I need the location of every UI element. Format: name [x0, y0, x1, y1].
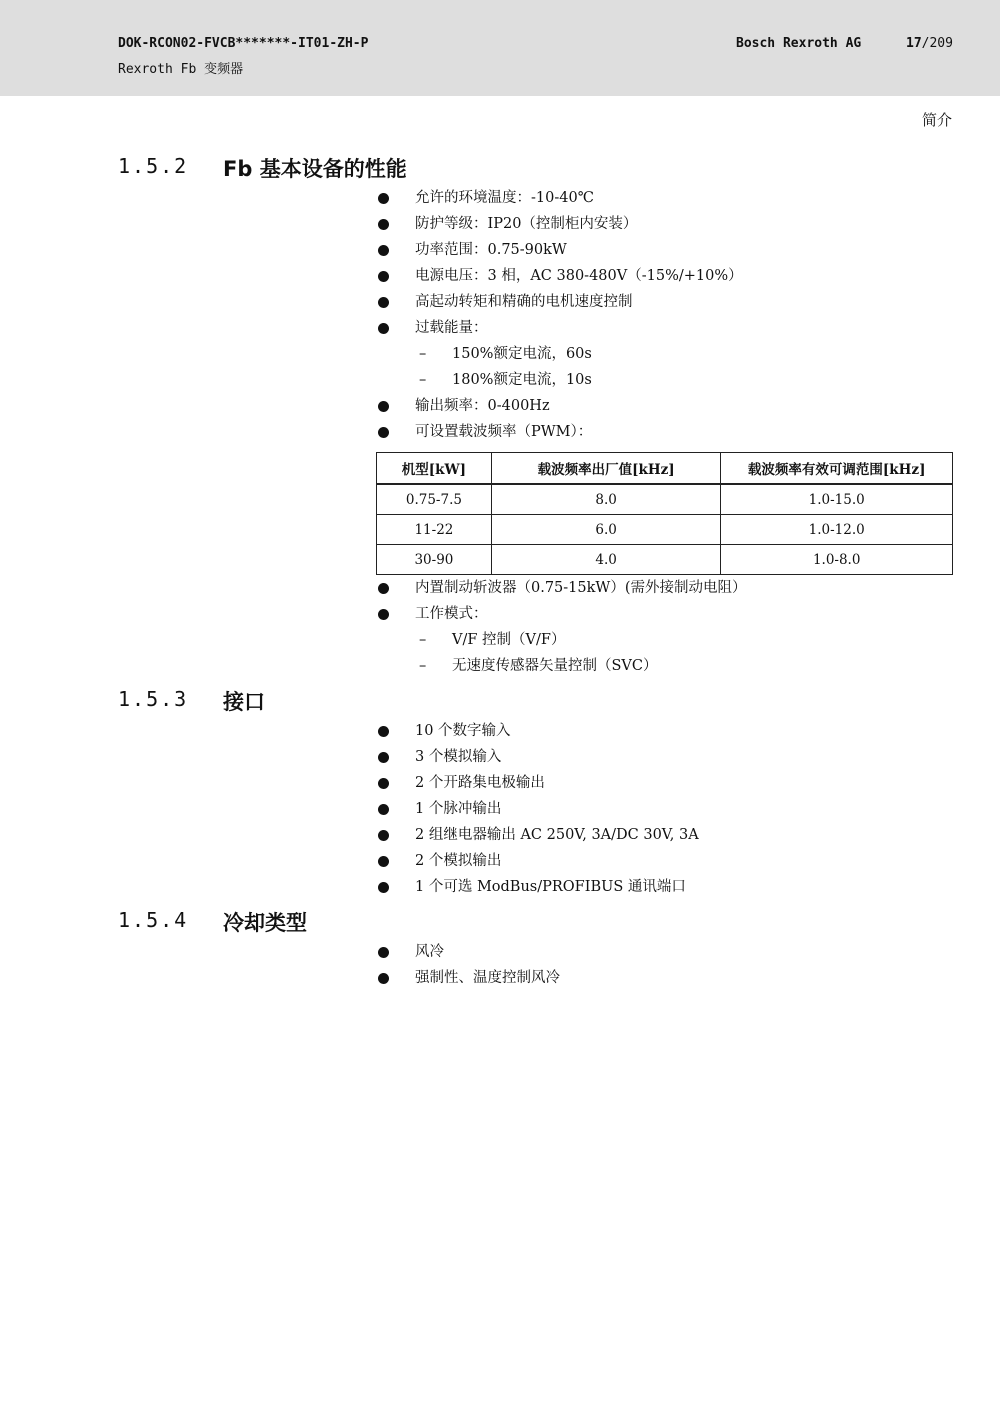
section-number: 1.5.2: [118, 154, 189, 178]
list-item: 可设置载波频率（PWM）：: [376, 419, 743, 445]
sub-item-text: 无速度传感器矢量控制（SVC）: [452, 658, 658, 674]
table-cell: 4.0: [491, 545, 721, 575]
list-item: 2 个开路集电极输出: [376, 770, 699, 796]
list-item: 风冷: [376, 939, 560, 965]
chapter-label: 简介: [921, 111, 952, 129]
table-cell: 1.0-12.0: [721, 515, 953, 545]
section-title: 冷却类型: [223, 911, 307, 935]
list-item: 功率范围：0.75-90kW: [376, 237, 743, 263]
column-header: 机型[kW]: [377, 453, 492, 485]
list-item: 防护等级：IP20（控制柜内安装）: [376, 211, 743, 237]
sub-list-item: [376, 367, 743, 393]
table-row: [377, 484, 953, 515]
list-item: 1 个可选 ModBus/PROFIBUS 通讯端口: [376, 874, 699, 900]
document-id: DOK-RCON02-FVCB*******-IT01-ZH-P: [118, 36, 369, 51]
table-cell: 30-90: [377, 545, 492, 575]
performance-list-continued: [376, 575, 746, 679]
sub-item-text: 150%额定电流，60s: [452, 346, 592, 362]
document-subtitle: Rexroth Fb 变频器: [118, 62, 244, 77]
list-item: 过载能量：: [376, 315, 743, 341]
list-item: 输出频率：0-400Hz: [376, 393, 743, 419]
table-row: [377, 515, 953, 545]
column-header: 载波频率出厂值[kHz]: [491, 453, 721, 485]
section-title: Fb 基本设备的性能: [223, 157, 407, 181]
cooling-list: [376, 939, 560, 991]
sub-item-text: 180%额定电流，10s: [452, 372, 592, 388]
sub-item-text: V/F 控制（V/F）: [452, 632, 566, 648]
section-title: 接口: [223, 690, 265, 714]
dash-marker: –: [419, 632, 427, 648]
list-item: 内置制动斩波器（0.75-15kW）(需外接制动电阻）: [376, 575, 746, 601]
sub-list-item: [376, 627, 746, 653]
page-current: 17: [906, 36, 922, 51]
list-item: 1 个脉冲输出: [376, 796, 699, 822]
table-cell: 8.0: [491, 484, 721, 515]
list-item: 工作模式：: [376, 601, 746, 627]
section-number: 1.5.3: [118, 687, 189, 711]
list-item: 允许的环境温度：-10-40℃: [376, 185, 743, 211]
table-cell: 6.0: [491, 515, 721, 545]
table-row: [377, 545, 953, 575]
table-cell: 0.75-7.5: [377, 484, 492, 515]
page-total: /209: [921, 36, 953, 51]
company-name: Bosch Rexroth AG: [736, 36, 862, 51]
list-item: 高起动转矩和精确的电机速度控制: [376, 289, 743, 315]
dash-marker: –: [419, 372, 427, 388]
list-item: 强制性、温度控制风冷: [376, 965, 560, 991]
table-cell: 11-22: [377, 515, 492, 545]
carrier-frequency-table: [376, 452, 953, 575]
table-cell: 1.0-8.0: [721, 545, 953, 575]
dash-marker: –: [419, 658, 427, 674]
list-item: 2 组继电器输出 AC 250V, 3A/DC 30V, 3A: [376, 822, 699, 848]
sub-list-item: [376, 653, 746, 679]
list-item: 10 个数字输入: [376, 718, 699, 744]
performance-list: [376, 185, 743, 445]
list-item: 电源电压：3 相，AC 380-480V（-15%/+10%）: [376, 263, 743, 289]
sub-list-item: [376, 341, 743, 367]
section-number: 1.5.4: [118, 908, 189, 932]
table-header-row: [377, 453, 953, 485]
table-cell: 1.0-15.0: [721, 484, 953, 515]
column-header: 载波频率有效可调范围[kHz]: [721, 453, 953, 485]
interface-list: [376, 718, 699, 900]
dash-marker: –: [419, 346, 427, 362]
list-item: 3 个模拟输入: [376, 744, 699, 770]
page-number: [906, 36, 953, 51]
list-item: 2 个模拟输出: [376, 848, 699, 874]
page-header: [0, 0, 1000, 96]
